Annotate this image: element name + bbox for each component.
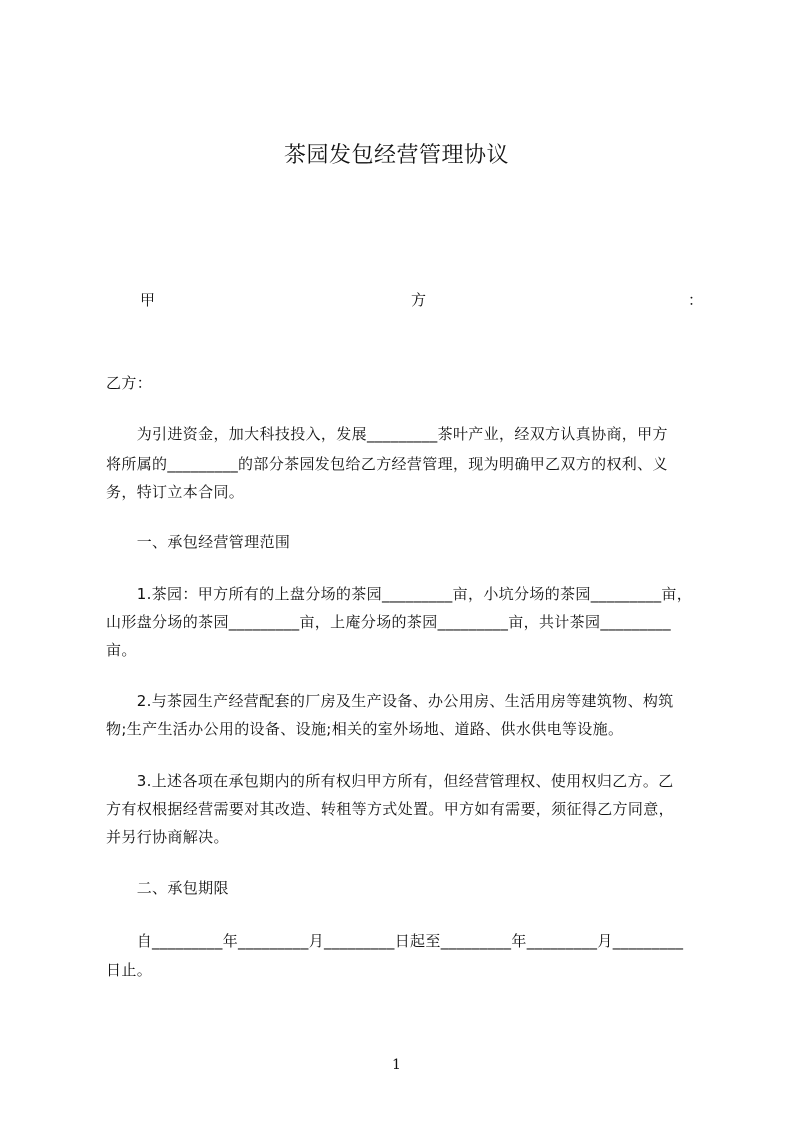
clause-3-line: 3.上述各项在承包期内的所有权归甲方所有，但经营管理权、使用权归乙方。乙 [106,772,674,790]
clause-1-line: 1.茶园：甲方所有的上盘分场的茶园_________亩，小坑分场的茶园_________亩， [106,585,693,603]
party-a-colon: ： [688,291,704,309]
party-a-line [106,290,706,310]
clause-3-line: 方有权根据经营需要对其改造、转租等方式处置。甲方如有需要，须征得乙方同意， [106,800,674,818]
party-a-label-fang: 方 [411,291,427,309]
document-title: 茶园发包经营管理协议 [283,143,509,168]
clause-3-line: 并另行协商解决。 [106,828,229,846]
party-a-label-jia: 甲 [140,291,156,309]
section-heading-term: 二、承包期限 [106,879,229,897]
intro-paragraph-line: 为引进资金，加大科技投入，发展_________茶叶产业，经双方认真协商，甲方 [106,425,668,443]
intro-paragraph-line: 务，特订立本合同。 [106,483,245,501]
clause-2-line: 物;生产生活办公用的设备、设施;相关的室外场地、道路、供水供电等设施。 [106,720,624,738]
intro-paragraph-line: 将所属的_________的部分茶园发包给乙方经营管理，现为明确甲乙双方的权利、义 [106,455,668,473]
term-line: 日止。 [106,961,153,979]
section-heading-scope: 一、承包经营管理范围 [106,533,291,551]
clause-1-line: 山形盘分场的茶园_________亩，上庵分场的茶园_________亩，共计茶园_________ [106,613,672,631]
clause-2-line: 2.与茶园生产经营配套的厂房及生产设备、办公用房、生活用房等建筑物、构筑 [106,692,674,710]
party-b-line: 乙方： [106,374,153,392]
term-line: 自_________年_________月_________日起至_________年_________月_________ [106,932,684,950]
clause-1-line: 亩。 [106,641,137,659]
page-number: 1 [392,1057,401,1073]
